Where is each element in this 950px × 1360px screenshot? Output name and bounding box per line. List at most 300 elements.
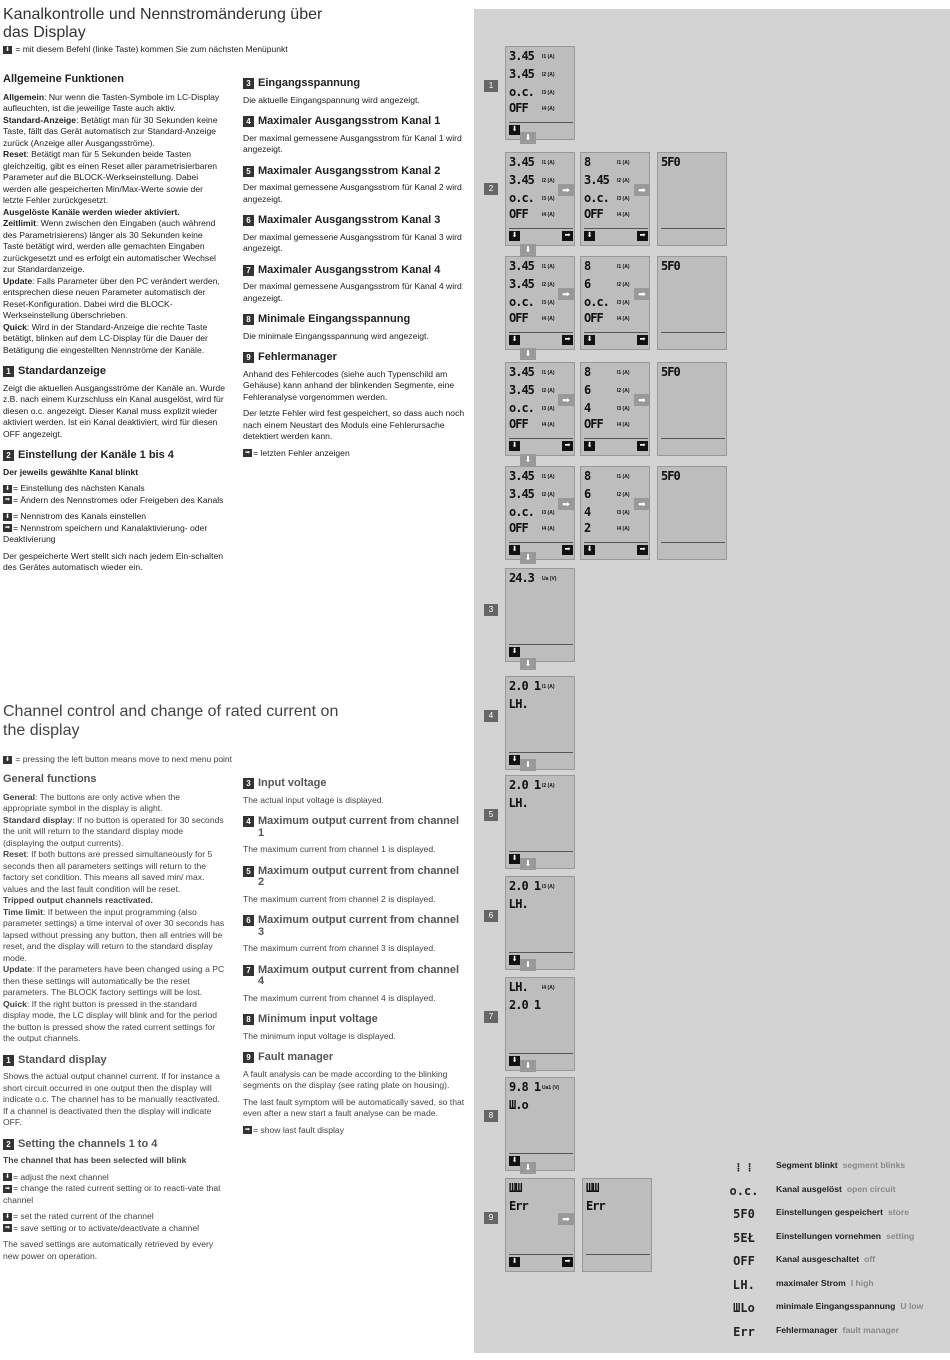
lcd-unit-label: I3 (A) [542,300,555,306]
general-text: : If the right button is pressed in the standard display mode, the LC display will blink and for the period the button is pressed show the rated current settings for the output channels. [3,998,218,1043]
intro-en [3,754,232,764]
general-label: Quick [3,321,27,332]
step-number-badge: 4 [484,710,498,722]
arrow-down-icon: ⬇ [520,759,536,771]
lcd-value: 8 [584,365,591,379]
lcd-button-bar [509,1153,573,1167]
step-number: 7 [243,265,254,276]
lcd-value: 8 [584,469,591,483]
lcd-value: Ш.o [509,1098,528,1112]
legend-symbol: 5EŁ [733,1230,755,1245]
down-button-icon[interactable]: ⬇ [584,545,595,555]
lcd-unit-label: I1 (A) [542,474,555,480]
lcd-value: OFF [584,311,603,325]
arrow-down-icon: ⬇ [520,858,536,870]
s2-line [3,483,225,506]
legend-symbol: 5F0 [733,1207,755,1221]
lcd-value: ԼH. [509,897,528,911]
lcd-value: OFF [509,417,528,431]
lcd-button-bar [661,228,725,242]
legend-label-en: segment blinks [842,1160,906,1170]
section-title: Maximum output current from channel 4 [258,963,460,987]
general-label: Ausgelöste Kanäle werden wieder aktiviert. [3,206,180,217]
lcd-unit-label: I4 (A) [542,212,555,218]
lcd-button-bar [509,332,573,346]
lcd-unit-label: I4 (A) [617,316,630,322]
section-title: Setting the channels 1 to 4 [18,1137,158,1150]
general-label: Quick [3,998,27,1009]
lcd-display [505,676,575,770]
lcd-value: 3.45 [509,487,534,501]
legend-symbol: Err [733,1324,755,1339]
arrow-down-icon: ⬇ [520,244,536,256]
step-number-badge: 6 [484,910,498,922]
legend-label-en: fault manager [842,1324,899,1335]
lcd-display [505,775,575,869]
section-title: Minimum input voltage [258,1013,378,1025]
general-heading-de: Allgemeine Funktionen [3,73,125,85]
arrow-down-icon: ⬇ [520,1060,536,1072]
step-number-badge: 3 [484,604,498,616]
arrow-down-icon: ⬇ [520,658,536,670]
lcd-value: o.c. [509,505,534,519]
step-number-badge: 5 [484,809,498,821]
lcd-value: 3.45 [509,155,534,169]
legend-symbol: ⁞ ⁞ [736,1160,752,1174]
down-button-icon[interactable]: ⬇ [509,647,520,657]
down-button-icon[interactable]: ⬇ [509,854,520,864]
lcd-value: OFF [509,207,528,221]
right-button-icon[interactable]: ➡ [562,335,573,345]
lcd-button-bar [584,542,648,556]
lcd-display [505,362,575,456]
lcd-unit-label: I1 (A) [542,160,555,166]
step-number: 8 [243,1014,254,1025]
general-paragraph [3,792,225,1045]
section-3-heading-en [243,778,465,790]
legend-symbol: ԼH. [733,1277,755,1292]
s2-line [3,1172,225,1207]
section-title: Minimale Eingangsspannung [258,313,411,325]
s2-line [3,511,225,546]
lcd-unit-label: I2 (A) [617,492,630,498]
page-title-en: Channel control and change of rated current on the display [3,703,339,739]
lcd-unit-label: I2 (A) [617,178,630,184]
legend-label-en: store [887,1207,909,1217]
section-text: Anhand des Fehlercodes (siehe auch Typenschild am Gehäuse) kann anhand der blinkenden Segmente, eine Fehleranalyse vorgenommen werden. [243,368,455,402]
section-title: Maximum output current from channel 1 [258,815,460,839]
lcd-unit-label: Ua1 (V) [542,1085,560,1091]
lcd-value: 4 [584,505,591,519]
page-title-de: Kanalkontrolle und Nennstromänderung über das Display [3,6,323,41]
arrow-down-icon: ⬇ [520,132,536,144]
section-title: Standardanzeige [18,365,107,377]
lcd-button-bar [509,1254,573,1268]
general-text: : Falls Parameter über den PC verändert werden, entsprechen diese neuen Parameter automatisch der Reset-Konfiguration. Dabei wird die BLOCK-Werkseinstellung überschrieben. [3,275,220,320]
lcd-unit-label: I3 (A) [542,406,555,412]
section-text: The maximum current from channel 2 is displayed. [243,893,436,904]
lcd-value: 2.0 1 [509,879,541,893]
section-text: Der maximal gemessene Ausgangsstrom für Kanal 4 wird angezeigt. [243,281,462,303]
de-column-right [243,68,465,464]
arrow-right-icon: ➡ [634,498,650,510]
right-button-icon: ➡ [4,525,11,532]
intro-text-de: = mit diesem Befehl (linke Taste) kommen Sie zum nächsten Menüpunkt [15,44,288,54]
lcd-value: o.c. [509,191,534,205]
down-button-icon[interactable]: ⬇ [509,441,520,451]
legend-item [722,1278,942,1294]
section-title: Standard display [18,1053,107,1066]
s2-line-text: = set the rated current of the channel [13,1211,154,1221]
section-title: Maximaler Ausgangsstrom Kanal 4 [258,263,441,276]
down-button-icon[interactable]: ⬇ [509,545,520,555]
lcd-unit-label: I1 (A) [542,684,555,690]
legend-item [722,1325,942,1341]
lcd-button-bar [509,228,573,242]
lcd-button-bar [509,644,573,658]
section-7-heading-en [243,965,465,988]
step-number: 3 [243,78,254,89]
right-button-icon[interactable]: ➡ [637,545,648,555]
lcd-unit-label: I4 (A) [542,106,555,112]
arrow-right-icon: ➡ [558,288,574,300]
lcd-display [580,152,650,246]
lcd-display [505,876,575,970]
lcd-unit-label: I3 (A) [617,300,630,306]
legend-label-de: Einstellungen gespeichert store [776,1207,909,1217]
lcd-unit-label: I1 (A) [617,160,630,166]
section-9-heading-de [243,352,465,364]
down-button-icon: ⬇ [4,1174,11,1181]
arrow-down-icon: ⬇ [520,552,536,564]
right-button-icon[interactable]: ➡ [562,545,573,555]
general-label: Standard-Anzeige [3,114,77,125]
section-3-heading-de [243,78,465,90]
arrow-right-icon: ➡ [558,394,574,406]
lcd-button-bar [661,542,725,556]
down-button-icon[interactable]: ⬇ [509,335,520,345]
lcd-display [580,362,650,456]
step-number: 3 [243,778,254,789]
lcd-value: 6 [584,487,591,501]
lcd-unit-label: I2 (A) [617,388,630,394]
down-button-icon[interactable]: ⬇ [584,441,595,451]
general-text: : Wenn zwischen den Eingaben (auch während des Parametrisierens) länger als 30 Sekunden keine Taste betätigt wird, werden alle gemachten Eingaben zurückgesetzt und es erfolgt ein automatischer Wechsel zur Standardanzeige. [3,218,216,274]
lcd-value: 4 [584,401,591,415]
s2-line-text: = Nennstrom des Kanals einstellen [13,511,147,521]
section-7-heading-de [243,265,465,277]
lcd-value: 5F0 [661,469,680,483]
section-1-text-de: Zeigt die aktuellen Ausgangsströme der Kanäle an. Wurde z.B. nach einem Kurzschluss ein Kanal ausgelöst, wird für diesen o.c. angezeigt. Dieser Kanal muss explizit wieder aktiviert werden. Ist ein Kanal deaktiviert, wird für diesen OFF angezeigt. [3,382,225,439]
section-8-heading-de [243,314,465,326]
lcd-unit-label: I2 (A) [542,178,555,184]
lcd-display [657,256,727,350]
s2-line-text: = Ändern des Nennstromes oder Freigeben des Kanals [13,494,224,505]
general-label: Update [3,275,33,286]
down-button-icon[interactable]: ⬇ [509,1056,520,1066]
lcd-value: 3.45 [509,277,534,291]
legend-item [722,1184,942,1200]
arrow-right-icon: ➡ [634,184,650,196]
lcd-value: o.c. [509,85,534,99]
lcd-value: 3.45 [509,259,534,273]
lcd-value: 3.45 [509,383,534,397]
legend-label-en: U low [900,1301,924,1311]
de-column-left [3,64,225,579]
lcd-unit-label: I2 (A) [542,72,555,78]
lcd-unit-label: I4 (A) [542,422,555,428]
lcd-unit-label: I2 (A) [542,388,555,394]
right-button-icon[interactable]: ➡ [562,441,573,451]
arrow-right-icon: ➡ [634,394,650,406]
down-button-icon[interactable]: ⬇ [509,125,520,135]
section-text: The maximum current from channel 3 is displayed. [243,943,436,953]
down-button-icon[interactable]: ⬇ [584,335,595,345]
section-title: Fehlermanager [258,351,337,363]
lcd-value: 8 [584,155,591,169]
down-button-icon[interactable]: ⬇ [584,231,595,241]
section-text: The actual input voltage is displayed. [243,794,384,805]
section-text: Der letzte Fehler wird fest gespeichert, so dass auch noch nach einem Neustart des Moduls eine Fehlerursache detektiert werden kann. [243,408,465,441]
legend-symbol: o.c. [729,1183,759,1198]
step-number: 1 [3,1055,14,1066]
lcd-value: o.c. [509,295,534,309]
lcd-button-bar [509,952,573,966]
intro-de [3,44,288,54]
section-text: The last fault symptom will be automatically saved, so that even after a new start a fault analyse can be made. [243,1096,465,1118]
en-column-right [243,768,465,1141]
general-label: Zeitlimit [3,218,36,228]
lcd-value: 5F0 [661,259,680,273]
lcd-unit-label: I3 (A) [542,510,555,516]
down-button-icon[interactable]: ⬇ [509,1156,520,1166]
lcd-unit-label: I3 (A) [542,196,555,202]
general-label: General [3,791,36,802]
legend-item [722,1160,942,1176]
section-2-heading-en [3,1139,225,1151]
lcd-unit-label: I2 (A) [542,783,555,789]
lcd-display [505,46,575,140]
lcd-value: ԼH. [509,980,528,994]
fault-line-en [243,1125,465,1137]
down-button-icon: ⬇ [4,513,11,520]
lcd-unit-label: I1 (A) [617,474,630,480]
lcd-value: OFF [509,521,528,535]
general-label: Tripped output channels reactivated. [3,895,153,905]
down-button-icon: ⬇ [4,485,11,492]
arrow-right-icon: ➡ [558,498,574,510]
lcd-button-bar [661,438,725,452]
lcd-button-bar [584,228,648,242]
arrow-down-icon: ⬇ [520,454,536,466]
step-number: 9 [243,1052,254,1063]
general-label: Reset [3,849,27,859]
down-button-icon[interactable]: ⬇ [509,1257,520,1267]
section-text: A fault analysis can be made according to the blinking segments on the display (see rating plate on housing). [243,1068,450,1090]
legend-label-de: Segment blinkt segment blinks [776,1160,906,1170]
section-2-sub-de: Der jeweils gewählte Kanal blinkt [3,466,139,477]
legend-symbol: ШLo [733,1301,755,1315]
lcd-value: o.c. [584,295,609,309]
down-button-icon[interactable]: ⬇ [509,955,520,965]
lcd-unit-label: I2 (A) [542,282,555,288]
legend-item [722,1301,942,1317]
general-text: : Nur wenn die Tasten-Symbole im LC-Display aufleuchten, ist die jeweilige Taste auch aktiv. [3,91,220,113]
section-text: Die minimale Eingangsspannung wird angezeigt. [243,330,429,341]
general-text: : Betätigt man für 30 Sekunden keine Taste, fällt das Gerät automatisch zur Standard-Anzeige zurück (Anzeige aller Ausgangsströme). [3,114,218,148]
arrow-right-icon: ➡ [558,184,574,196]
general-text: : Wird in der Standard-Anzeige die rechte Taste betätigt, blinken auf dem LC-Display für die Dauer der Betätigung die eingestellten Nennströme der Kanäle. [3,321,208,355]
section-text: The minimum input voltage is displayed. [243,1030,396,1041]
step-number: 4 [243,816,254,827]
lcd-button-bar [661,332,725,346]
legend-label-en: I high [850,1277,874,1288]
step-number: 9 [243,352,254,363]
lcd-unit-label: I1 (A) [542,54,555,60]
lcd-value: 3.45 [509,67,534,81]
lcd-display [505,152,575,246]
lcd-display [505,256,575,350]
lcd-unit-label: I2 (A) [617,282,630,288]
right-button-icon[interactable]: ➡ [637,231,648,241]
section-text: Der maximal gemessene Ausgangsstrom für Kanal 3 wird angezeigt. [243,231,462,253]
lcd-value: 3.45 [509,173,534,187]
lcd-value: 9.8 1 [509,1080,541,1094]
lcd-unit-label: I1 (A) [617,264,630,270]
down-button-icon[interactable]: ⬇ [509,755,520,765]
lcd-value: OFF [584,207,603,221]
lcd-unit-label: I1 (A) [542,264,555,270]
section-text: Der maximal gemessene Ausgangsstrom für Kanal 2 wird angezeigt. [243,182,462,204]
arrow-down-icon: ⬇ [520,959,536,971]
section-title: Input voltage [258,777,327,789]
step-number: 4 [243,116,254,127]
lcd-value: OFF [509,101,528,115]
lcd-value: ШШ [509,1181,522,1195]
lcd-unit-label: I3 (A) [542,90,555,96]
step-number: 6 [243,215,254,226]
lcd-value: 2.0 1 [509,679,541,693]
step-number: 7 [243,965,254,976]
lcd-unit-label: Ua (V) [542,576,557,582]
section-5-heading-de [243,166,465,178]
step-number: 6 [243,915,254,926]
section-title: Maximaler Ausgangsstrom Kanal 1 [258,115,441,127]
s2-line-text: = save setting or to activate/deactivate a channel [13,1222,200,1233]
s2-line-text: = change the rated current setting or to reacti-vate that channel [3,1183,221,1205]
s2-line-text: = Nennstrom speichern und Kanalaktivierung- oder Deaktivierung [3,522,208,544]
lcd-value: 3.45 [509,365,534,379]
lcd-value: 8 [584,259,591,273]
down-button-icon: ⬇ [4,46,11,53]
lcd-value: ШШ [586,1181,599,1195]
lcd-button-bar [586,1254,650,1268]
lcd-unit-label: I4 (A) [617,212,630,218]
general-text: : If the parameters have been changed using a PC then these settings will automatically be the reset parameters. The BLOCK factory settings will be lost. [3,964,225,997]
lcd-unit-label: I4 (A) [542,316,555,322]
section-text: Der maximal gemessene Ausgangsstrom für Kanal 1 wird angezeigt. [243,132,462,154]
lcd-display [505,1077,575,1171]
lcd-unit-label: I1 (A) [617,370,630,376]
general-label: Update [3,964,33,974]
legend-label-de: Fehlermanager fault manager [776,1324,899,1335]
intro-text-en: = pressing the left button means move to next menu point [15,754,233,764]
general-list-en [3,792,225,1045]
en-column-left [3,764,225,1267]
step-number: 5 [243,866,254,877]
legend-label-de: Kanal ausgelöst open circuit [776,1183,896,1194]
step-number: 2 [3,1139,14,1150]
general-text: : If between the input programming (also parameter settings) a time interval of over 30 seconds has lapsed without pressing any button, then all entries will be reset, and the display will return to the standard display mode. [3,906,225,963]
arrow-right-icon: ➡ [634,288,650,300]
lcd-value: 2.0 1 [509,998,541,1012]
lcd-value: o.c. [584,191,609,205]
lcd-value: Err [509,1199,528,1213]
lcd-value: 3.45 [584,173,609,187]
lcd-display [505,977,575,1071]
section-6-heading-en [243,915,465,938]
step-number: 8 [243,314,254,325]
s2-line-text: = Einstellung des nächsten Kanals [13,483,145,493]
right-button-icon[interactable]: ➡ [637,441,648,451]
down-button-icon: ⬇ [4,1213,11,1220]
lcd-unit-label: I4 (A) [542,985,555,991]
section-text: The saved settings are automatically retrieved by every new power on operation. [3,1239,214,1261]
right-button-icon[interactable]: ➡ [562,1257,573,1267]
lcd-value: ԼH. [509,697,528,711]
down-button-icon[interactable]: ⬇ [509,231,520,241]
general-text: : If both buttons are pressed simultaneously for 5 seconds then all parameters settings will return to the factory set condition. This means all saved min/ max. values and the last fault condition will be reset. [3,849,213,894]
lcd-button-bar [509,122,573,136]
s2-line-text: = adjust the next channel [13,1171,109,1182]
general-label: Time limit [3,906,43,917]
section-title: Eingangsspannung [258,77,361,89]
right-button-icon[interactable]: ➡ [562,231,573,241]
legend-label-en: open circuit [846,1183,896,1194]
lcd-value: 6 [584,383,591,397]
step-number: 1 [3,366,14,377]
lcd-display [582,1178,652,1272]
lcd-value: 3.45 [509,49,534,63]
general-list-de [3,92,225,357]
s2-line [3,1211,225,1234]
section-4-heading-de [243,116,465,128]
right-button-icon: ➡ [244,450,251,457]
legend-label-de: Kanal ausgeschaltet off [776,1254,876,1264]
lcd-display [657,362,727,456]
section-text: Die aktuelle Eingangspannung wird angezeigt. [243,94,420,105]
step-number-badge: 1 [484,80,498,92]
lcd-unit-label: I3 (A) [617,196,630,202]
right-button-icon: ➡ [244,1127,251,1134]
arrow-right-icon: ➡ [558,1213,574,1225]
step-number: 5 [243,166,254,177]
right-button-icon[interactable]: ➡ [637,335,648,345]
lcd-display [657,466,727,560]
lcd-display [657,152,727,246]
section-text: The maximum current from channel 4 is displayed. [243,992,436,1003]
general-text: : If no button is operated for 30 seconds the unit will return to the standard display mode (displaying the output currents). [3,814,224,848]
lcd-button-bar [509,851,573,865]
lcd-display [505,1178,575,1272]
section-title: Maximaler Ausgangsstrom Kanal 2 [258,164,441,177]
section-2-sub-en: The channel that has been selected will blink [3,1155,187,1165]
general-paragraph [3,92,225,357]
section-2-text-de: Der gespeicherte Wert stellt sich nach jedem Ein-schalten des Gerätes automatisch wieder ein. [3,550,224,572]
lcd-button-bar [509,1053,573,1067]
section-text: The maximum current from channel 1 is displayed. [243,844,436,854]
lcd-unit-label: I4 (A) [617,422,630,428]
